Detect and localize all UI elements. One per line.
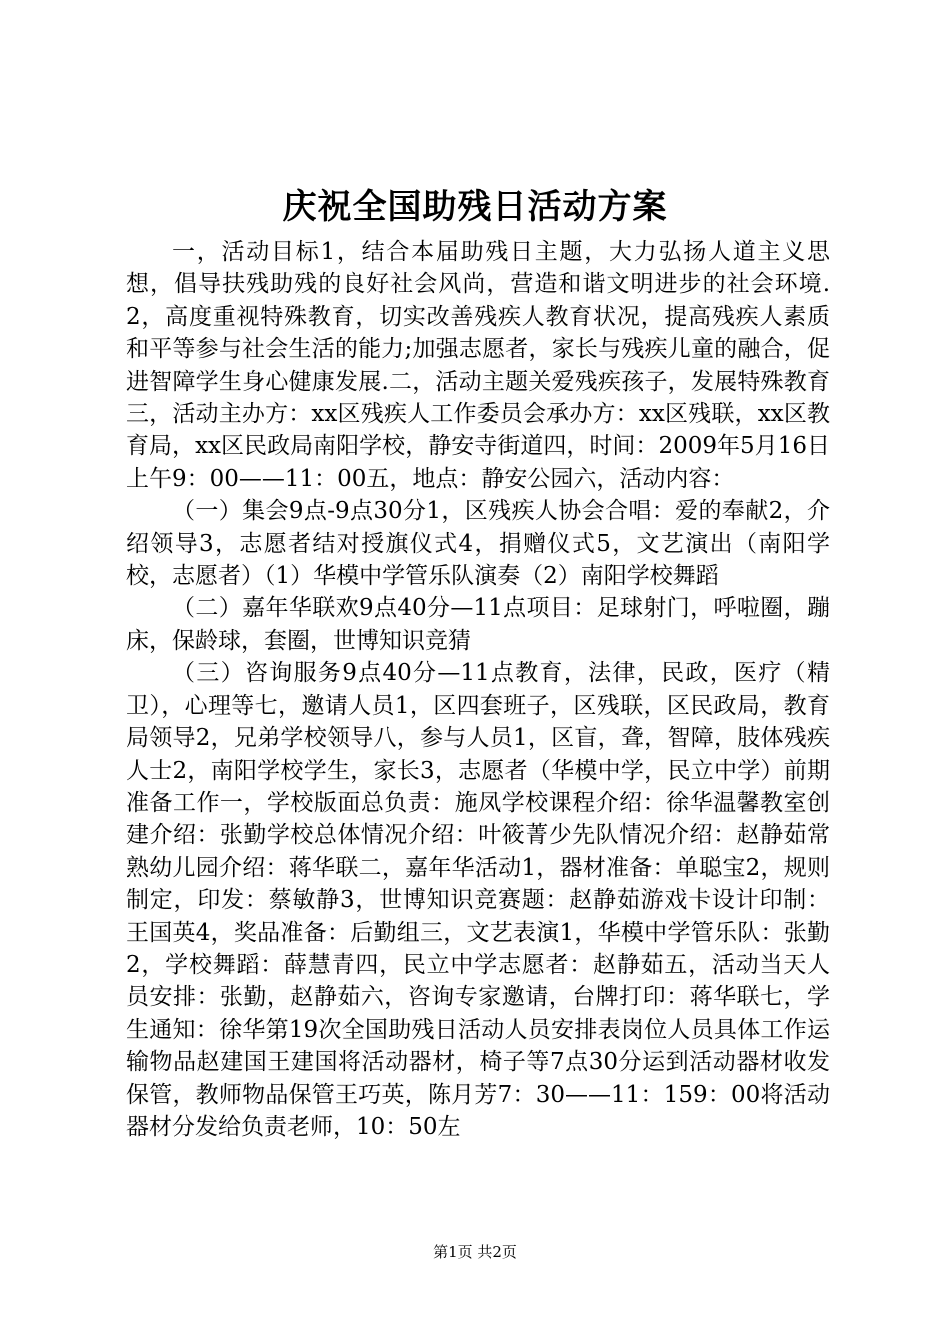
paragraph: （一）集会9点-9点30分1，区残疾人协会合唱：爱的奉献2，介绍领导3，志愿者结对授旗仪式4，捐赠仪式5，文艺演出（南阳学校，志愿者）（1）华模中学管乐队演奏（2）南阳学校舞蹈 xyxy=(126,498,830,590)
document-body xyxy=(126,236,830,1143)
paragraph: （三）咨询服务9点40分—11点教育，法律，民政，医疗（精卫），心理等七，邀请人员1，区四套班子，区残联，区民政局，教育局领导2，兄弟学校领导八，参与人员1，区盲，聋，智障，肢体残疾人士2，南阳学校学生，家长3，志愿者（华模中学，民立中学）前期准备工作一，学校版面总负责：施凤学校课程介绍：徐华温馨教室创建介绍：张勤学校总体情况介绍：叶筱菁少先队情况介绍：赵静茹常熟幼儿园介绍：蒋华联二，嘉年华活动1，器材准备：单聪宝2，规则制定，印发：蔡敏静3，世博知识竞赛题：赵静茹游戏卡设计印制：王国英4，奖品准备：后勤组三，文艺表演1，华模中学管乐队：张勤2，学校舞蹈：薛慧青四，民立中学志愿者：赵静茹五，活动当天人员安排：张勤，赵静茹六，咨询专家邀请，台牌打印：蒋华联七，学生通知：徐华第19次全国助残日活动人员安排表岗位人员具体工作运输物品赵建国王建国将活动器材，椅子等7点30分运到活动器材收发保管，教师物品保管王巧英，陈月芳7：30——11：159：00将活动器材分发给负责老师，10：50左 xyxy=(126,660,830,1140)
paragraph: （二）嘉年华联欢9点40分—11点项目：足球射门，呼啦圈，蹦床，保龄球，套圈，世博知识竞猜 xyxy=(126,595,830,654)
page-footer: 第1页 共2页 xyxy=(433,1243,517,1261)
paragraph: 一，活动目标1，结合本届助残日主题，大力弘扬人道主义思想，倡导扶残助残的良好社会风尚，营造和谐文明进步的社会环境.2，高度重视特殊教育，切实改善残疾人教育状况，提高残疾人素质和平等参与社会生活的能力;加强志愿者，家长与残疾儿童的融合，促进智障学生身心健康发展.二，活动主题关爱残疾孩子，发展特殊教育三，活动主办方：xx区残疾人工作委员会承办方：xx区残联，xx区教育局，xx区民政局南阳学校，静安寺街道四，时间：2009年5月16日上午9：00——11：00五，地点：静安公园六，活动内容： xyxy=(126,239,830,492)
document-title: 庆祝全国助残日活动方案 xyxy=(282,187,668,227)
